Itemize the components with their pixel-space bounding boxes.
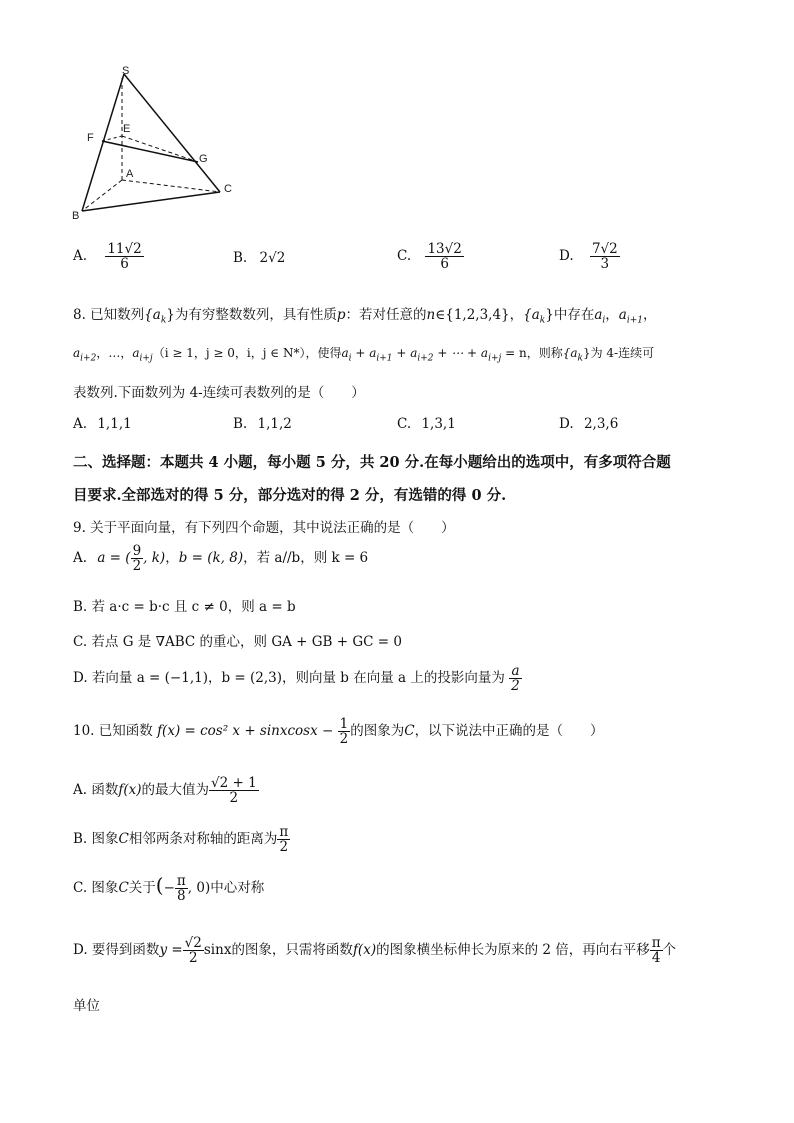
q9-option-a[interactable]: A. a = ( $\frac{9}{2}$ , k)，b = (k, 8)，若 a//b，则 k = 6 [73,543,369,575]
label-e: E [123,123,131,135]
label-b: B [72,210,80,222]
q7-option-c[interactable]: C. $\frac{13√2}{6}$ [397,241,462,273]
q8-line-3: 表数列.下面数列为 4-连续可表数列的是（ ） [73,385,365,401]
q8-line-2: $a_{i+2}$，…，$a_{i+j}(i \ge 1$，j ≥ 0，i，j ∈ N*），使得$a_i + a_{i+1} + a_{i+2}$ + ⋯ + $a_{i+j} = n$，则称$\{a_k\}$为 4-连续可 [73,346,655,364]
q10-option-a[interactable]: A. 函数f(x)的最大值为 $\frac{√2 + 1}{2}$ [73,775,257,807]
label-g: G [199,153,208,165]
q8-option-d[interactable]: D. 2,3,6 [559,416,619,432]
q7-option-d[interactable]: D. $\frac{7√2}{3}$ [559,241,618,273]
section-2-heading-line-2: 目要求.全部选对的得 5 分，部分选对的得 2 分，有选错的得 0 分. [73,487,507,504]
q9-option-b[interactable]: B. 若 a·c = b·c 且 c ≠ 0，则 a = b [73,599,296,615]
q9-stem: 9. 关于平面向量，有下列四个命题，其中说法正确的是（ ） [73,520,455,536]
q8-option-c[interactable]: C. 1,3,1 [397,416,456,432]
label-a: A [126,168,134,180]
q8-option-b[interactable]: B. 1,1,2 [233,416,292,432]
q8-line-1: 8. 已知数列$\{a_k\}$为有穷整数数列，具有性质p：若对任意的n∈{1,2,3,4}，$\{a_k\}$中存在$a_i$，$a_{i+1}$， [73,307,657,326]
q8-option-a[interactable]: A. 1,1,1 [73,416,132,432]
q10-option-d[interactable]: D. 要得到函数y = $\frac{√2}{2}$ sinx的图象，只需将函数f(x)的图象横坐标伸长为原来的 2 倍，再向右平移 $\frac{\pi}{4}$ 个 [73,935,677,967]
q9-option-c[interactable]: C. 若点 G 是 ∇ABC 的重心，则 GA + GB + GC = 0 [73,634,402,650]
label-f: F [87,132,94,144]
edge-ac-hidden [122,180,220,192]
segment-eg-hidden [122,136,198,162]
section-2-heading-line-1: 二、选择题：本题共 4 小题，每小题 5 分，共 20 分.在每小题给出的选项中，有多项符合题 [73,454,671,471]
q9-option-d[interactable]: D. 若向量 a = (−1,1)，b = (2,3)，则向量 b 在向量 a 上的投影向量为 $\frac{a}{2}$ [73,663,520,695]
label-s: S [122,65,130,77]
label-c: C [224,183,232,195]
q10-option-d-tail: 单位 [73,998,100,1014]
segment-fg [102,141,198,162]
q7-option-a[interactable]: A. $\frac{11√2}{6}$ [73,241,142,273]
q10-option-b[interactable]: B. 图象C相邻两条对称轴的距离为 $\frac{\pi}{2}$ [73,824,289,856]
edge-sc [124,74,220,192]
q7-option-b[interactable]: B. 2√2 [233,250,286,266]
pyramid-figure [68,64,248,224]
q10-stem: 10. 已知函数 f(x) = cos² x + sinxcosx − $\frac{1}{2}$ 的图象为C，以下说法中正确的是（ ） [73,716,604,748]
q10-option-c[interactable]: C. 图象C关于(− $\frac{\pi}{8}$ , 0)中心对称 [73,872,265,904]
